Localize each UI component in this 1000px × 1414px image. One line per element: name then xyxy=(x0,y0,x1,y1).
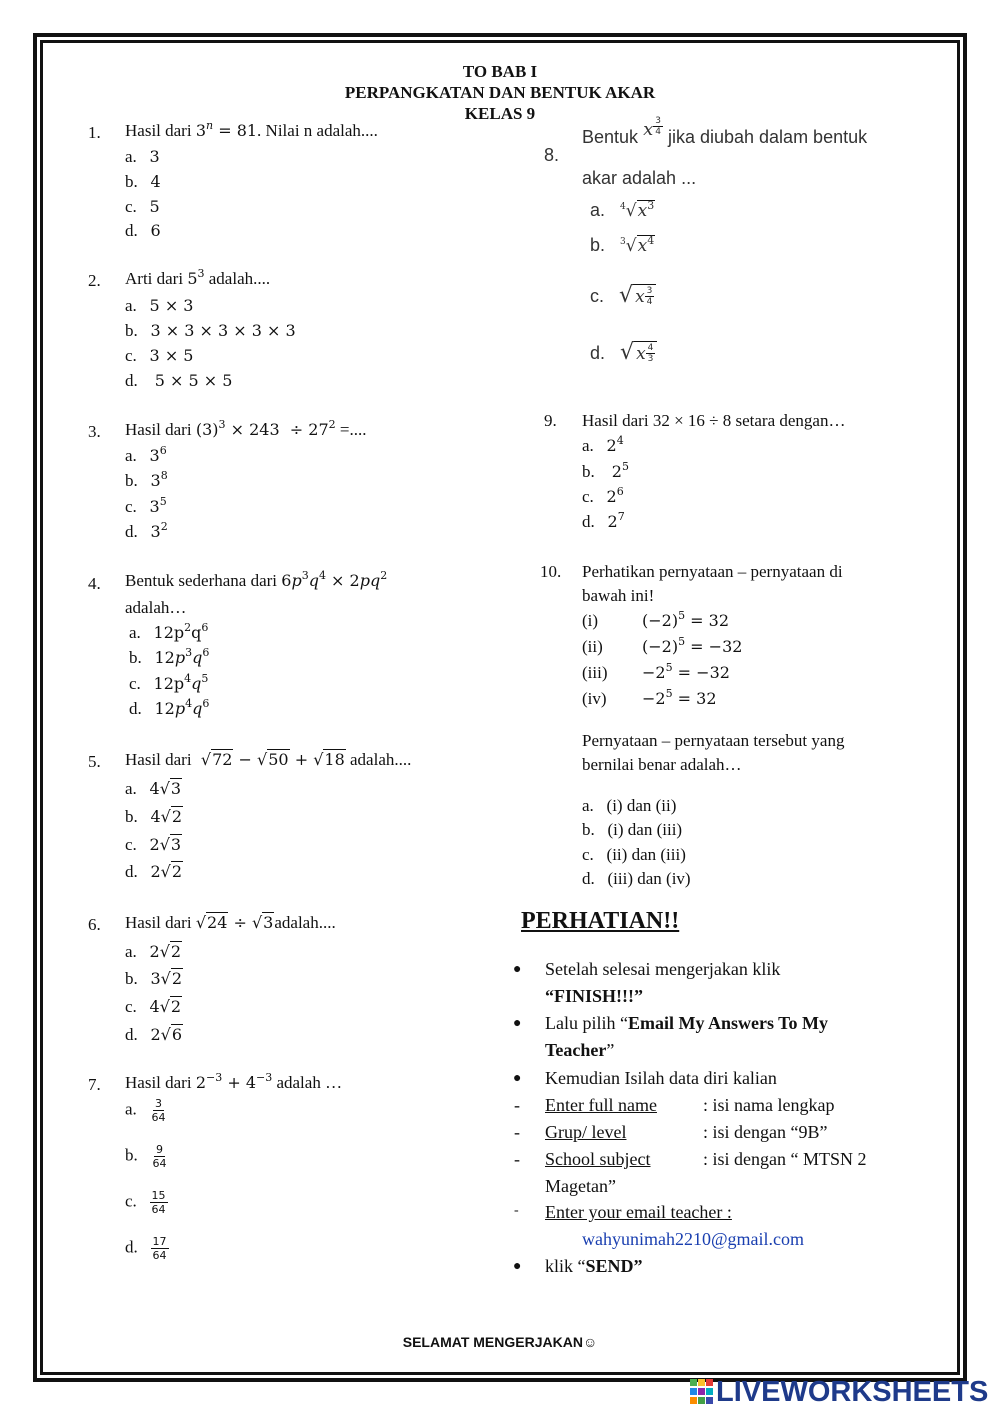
q4-option-d[interactable]: d. $12p^4q^6$ xyxy=(129,697,210,718)
statement-iii: (iii) xyxy=(582,663,608,682)
q1-option-b[interactable]: b. 4 xyxy=(125,172,161,191)
q9-option-d[interactable]: d. $2^7$ xyxy=(582,510,625,531)
bullet-icon: ● xyxy=(513,1259,522,1274)
q4-option-a[interactable]: a. $12p^2q^6$ xyxy=(129,621,209,642)
q1-option-a[interactable]: a. 3 xyxy=(125,147,160,166)
q10-option-a[interactable]: a. (i) dan (ii) xyxy=(582,796,677,815)
q4-option-c[interactable]: c. $12p^4q^5$ xyxy=(129,672,209,693)
q3-option-b[interactable]: b. $3^8$ xyxy=(125,469,168,490)
q8-option-c[interactable]: c. √ x $\frac{3}{4}$ xyxy=(590,283,656,308)
q2-option-b[interactable]: b. 3 × 3 × 3 × 3 × 3 xyxy=(125,321,296,340)
q6-option-c[interactable]: c. 4√2 xyxy=(125,997,182,1016)
q9-option-c[interactable]: c. $2^6$ xyxy=(582,485,624,506)
statement-i: (i) xyxy=(582,611,599,630)
statement-iv: (iv) xyxy=(582,689,607,708)
q7-option-b[interactable]: b. $\frac{9}{64}$ xyxy=(125,1143,167,1170)
q10-option-c[interactable]: c. (ii) dan (iii) xyxy=(582,845,686,864)
footer-text: SELAMAT MENGERJAKAN☺ xyxy=(402,1334,598,1350)
q5-option-a[interactable]: a. 4√3 xyxy=(125,779,182,798)
q7-option-a[interactable]: a. $\frac{3}{64}$ xyxy=(125,1097,166,1124)
teacher-email[interactable]: wahyunimah2210@gmail.com xyxy=(582,1229,805,1249)
q8-option-b[interactable]: b. $^3√x^4$ xyxy=(590,234,655,256)
header-line-2: PERPANGKATAN DAN BENTUK AKAR xyxy=(344,83,656,102)
q10-option-d[interactable]: d. (iii) dan (iv) xyxy=(582,869,691,888)
q2-option-a[interactable]: a. 5 × 3 xyxy=(125,296,194,315)
field-full-name-label: Enter full name xyxy=(545,1095,657,1115)
bullet-icon: ● xyxy=(513,962,522,977)
q3-option-c[interactable]: c. $3^5$ xyxy=(125,495,167,516)
statement-ii: (ii) xyxy=(582,637,603,656)
field-school-label: School subject xyxy=(545,1149,651,1169)
bullet-icon: ● xyxy=(513,1071,522,1086)
q5-option-c[interactable]: c. 2√3 xyxy=(125,835,182,854)
q9-option-b[interactable]: b. $2^5$ xyxy=(582,460,629,481)
q6-option-d[interactable]: d. 2√6 xyxy=(125,1025,183,1044)
liveworksheets-logo: LIVEWORKSHEETS xyxy=(690,1375,988,1409)
q6-option-b[interactable]: b. 3√2 xyxy=(125,969,183,988)
header-line-3: KELAS 9 xyxy=(464,104,536,123)
logo-icon xyxy=(690,1379,714,1405)
q1-option-d[interactable]: d. 6 xyxy=(125,221,161,240)
q7-option-d[interactable]: d. $\frac{17}{64}$ xyxy=(125,1235,167,1262)
field-email-label: Enter your email teacher : xyxy=(545,1202,732,1222)
field-group-label: Grup/ level xyxy=(545,1122,627,1142)
q2-option-d[interactable]: d. 5 × 5 × 5 xyxy=(125,371,233,390)
q8-option-a[interactable]: a. $^4√x^3$ xyxy=(590,199,655,221)
q7-option-c[interactable]: c. $\frac{15}{64}$ xyxy=(125,1189,166,1216)
q9-option-a[interactable]: a. $2^4$ xyxy=(582,434,624,455)
q8-option-d[interactable]: d. √ x $\frac{4}{3}$ xyxy=(590,340,657,365)
q1-option-c[interactable]: c. 5 xyxy=(125,197,160,216)
q2-option-c[interactable]: c. 3 × 5 xyxy=(125,346,194,365)
q5-option-d[interactable]: d. 2√2 xyxy=(125,862,183,881)
bullet-icon: ● xyxy=(513,1016,522,1031)
q5-option-b[interactable]: b. 4√2 xyxy=(125,807,183,826)
q4-option-b[interactable]: b. $12p^3q^6$ xyxy=(129,646,210,667)
notice-heading: PERHATIAN!! xyxy=(521,908,680,934)
q10-option-b[interactable]: b. (i) dan (iii) xyxy=(582,820,683,839)
q3-option-a[interactable]: a. $3^6$ xyxy=(125,444,167,465)
q6-option-a[interactable]: a. 2√2 xyxy=(125,942,182,961)
header-line-1: TO BAB I xyxy=(462,62,538,81)
q3-option-d[interactable]: d. $3^2$ xyxy=(125,520,168,541)
